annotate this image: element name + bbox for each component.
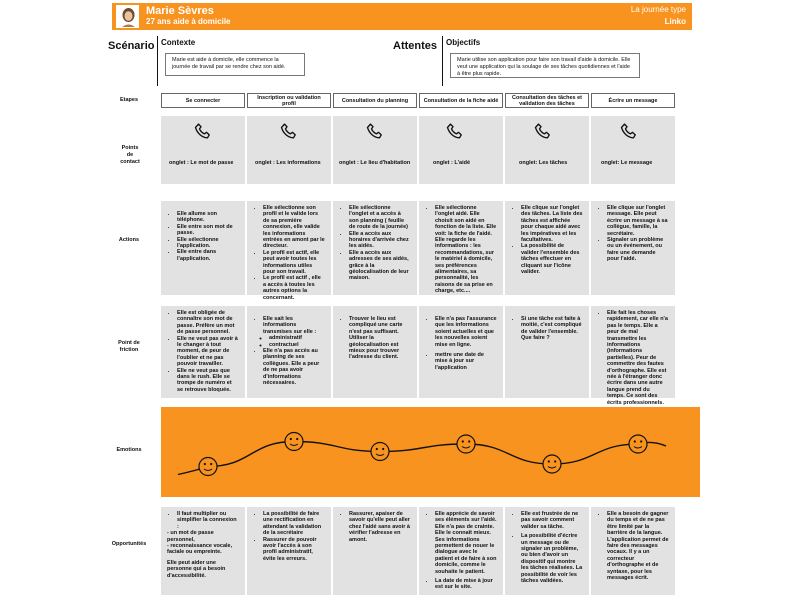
contact-label-5: onglet: Les tâches [519,160,568,166]
list-item: • Elle apprécie de savoir ses éléments sur l'aidé. Elle n'a pas de crainte. Elle le connaît mieux. Ses informations permettent de nouer le dialogue avec le patient et de faire à son domicile, comme le souhaite le patient. [435,511,497,575]
list-item: • Elle fait les choses rapidement, car elle n'a pas le temps. Elle a peur de mal transmettre les informations (informations partielles). Peur de commettre des fautes d'orthographe. Elle est née à l'étranger donc écrire dans une autre langue prend du temps. Ce sont des écrits professionnels. [607,310,669,406]
smiley-icon [457,435,475,453]
scenario-title: Scénario [108,40,155,52]
persona-subtitle: 27 ans aide à domicile [146,17,231,26]
list-item: • La possibilité de faire une rectification en attendant la validation de la secrétaire [263,511,325,537]
list-item: - un mot de passe personnel, [167,530,214,543]
list-item: - reconnaissance vocale, faciale ou empreinte. [167,543,233,556]
actions-cell-2 [247,201,331,301]
opportunity-cell-6 [591,507,675,595]
contact-cell-4 [419,116,503,184]
expectations-title: Attentes [393,40,438,52]
smiley-icon [543,455,561,473]
row-label-contact: Points de contact [120,145,140,165]
stage-2: Inscription ou validation profil [247,93,331,108]
list-item: • Elle ne veut pas que dans le rush. Elle se trompe de numéro et se retrouve bloquée. [177,368,239,394]
list-item: • Elle sélectionne l'onglet aidé. Elle choisit son aidé en fonction de la liste. Elle voit: la fiche de l'aidé. Elle regarde les informations : les recommandations, sur le matériel à domicile, ses préférences alimentaires, sa personnalité, les raisons de sa prise en charge, etc.... [435,205,497,295]
row-label-opportunities: Opportunités [111,541,147,547]
list-item: • Elle a accès aux adresses de ses aidés, grâce à la géolocalisation de leur maison. [349,250,411,282]
list-item: • Elle sélectionne l'onglet et a accès à son planning ( feuille de route de la journée) [349,205,411,231]
list-item: • Signaler un problème ou un événement, ou faire une demande pour l'aidé. [607,237,669,263]
phone-icon [531,120,555,144]
contact-label-4: onglet : L'aidé [433,160,471,166]
stage-3: Consultation du planning [333,93,417,108]
friction-cell-2 [247,306,331,398]
list-item: ◦ administratif [269,335,325,341]
phone-icon [443,120,467,144]
actions-cell-3 [333,201,417,295]
list-item: • Elle allume son téléphone. [177,211,239,224]
persona-header [112,3,692,30]
list-item: • Elle clique sur l'onglet des tâches. La liste des tâches est affichée pour chaque aidé avec les impératives et les facultatives. [521,205,583,243]
list-item: • Le profil est actif , elle a accès à toutes les autres options la concernant. [263,275,325,301]
phone-icon [363,120,387,144]
smiley-icon [629,435,647,453]
actions-cell-4 [419,201,503,295]
contact-label-1: onglet : Le mot de passe [169,160,234,166]
phone-icon [277,120,301,144]
list-item: • Rassurer, apaiser de savoir qu'elle peut aller chez l'aidé sans avoir à vérifier l'adresse en amont. [349,511,411,543]
list-item: • Elle ne veut pas avoir à le changer à tout moment, de peur de l'oublier et ne pas pouvoir travailler. [177,336,239,368]
list-item: • Trouver le lieu est compliqué une carte n'est pas suffisant. Utiliser la géolocalisation est mieux pour trouver l'adresse du client. [349,316,411,361]
list-item: • Elle est obligée de connaître son mot de passe. Préfère un mot de passe personnel. [177,310,239,336]
list-item: • Elle sait les informations transmises sur elle : [263,316,325,335]
list-item: • Rassurer de pouvoir avoir l'accès à son profil administratif, évite les erreurs. [263,537,325,563]
scenario-divider [157,36,158,86]
stage-5: Consultation des tâches et validation des tâches [505,93,589,108]
list-item: • mettre une date de mise à jour sur l'application [435,352,497,371]
context-box: Marie est aide à domicile, elle commence la journée de travail par se rendre chez son aidé. [165,53,305,76]
friction-cell-3 [333,306,417,398]
list-item: • Si une tâche est faite à moitié, c'est compliqué de valider l'ensemble. Que faire ? [521,316,583,342]
friction-cell-1 [161,306,245,398]
row-label-actions: Actions [118,237,140,243]
phone-icon [191,120,215,144]
friction-cell-6 [591,306,675,406]
row-label-emotions: Emotions [116,447,142,453]
objective-title: Objectifs [446,38,481,47]
list-item: • Elle a accès aux horaires d'arrivée chez les aidés. [349,231,411,250]
phone-icon [617,120,641,144]
contact-label-2: onglet : Les informations [255,160,321,166]
list-item: ◦ contractuel [269,342,325,348]
opportunity-cell-2 [247,507,331,595]
list-item: Elle peut aider une personne qui a besoin d'accessibilité. [167,559,226,579]
actions-cell-1 [161,201,245,295]
contact-cell-6 [591,116,675,184]
avatar [116,5,139,28]
app-name: Linko [664,17,686,26]
contact-cell-5 [505,116,589,184]
contact-label-3: onglet : Le lieu d'habitation [339,160,411,166]
row-label-friction: Point de friction [118,340,140,353]
stage-4: Consultation de la fiche aidé [419,93,503,108]
list-item: • Elle a besoin de gagner du temps et de ne pas être limité par la barrière de la langue. L'application permet de faire des messages vocaux. Il y a un correcteur d'orthographe et de syntaxe, pour les messages écrit. [607,511,669,581]
emotion-curve-line [178,442,666,475]
contact-cell-2 [247,116,331,184]
objective-box: Marie utilise son application pour faire son travail d'aide à domicile. Elle veut une application qui la soulage de ses tâches quotidiennes et l'aide à être plus rapide. [450,53,640,78]
contact-cell-1 [161,116,245,184]
list-item: • Elle sélectionne son profil et le valide lors de sa première connexion, elle valide les informations entrées en amont par le directeur. [263,205,325,250]
context-title: Contexte [161,38,196,47]
journey-label: La journée type [630,5,686,14]
smiley-icon [285,433,303,451]
opportunity-cell-4 [419,507,503,595]
opportunity-cell-3 [333,507,417,595]
actions-cell-5 [505,201,589,295]
list-item: • Le profil est actif, elle peut avoir toutes les informations utiles pour son travail. [263,250,325,276]
smiley-icon [199,458,217,476]
list-item: • La possibilité de valider l'ensemble des tâches effectuer en cliquant sur l'icône valider. [521,243,583,275]
list-item: • La date de mise à jour est sur le site. [435,578,497,591]
contact-label-6: onglet: Le message [601,160,653,166]
emotion-curve-chart [161,407,700,497]
stage-6: Écrire un message [591,93,675,108]
friction-cell-4 [419,306,503,398]
list-item: • Elle clique sur l'onglet message. Elle peut écrire un message à sa collègue, famille, la secrétaire. [607,205,669,237]
list-item: • Elle n'a pas accès au planning de ses collègues. Elle a peur de ne pas avoir d'informations nécessaires. [263,348,325,386]
row-label-stages: Etapes [119,97,139,103]
list-item: • Elle est frustrée de ne pas savoir comment valider sa tâche. [521,511,583,530]
opportunity-cell-1 [161,507,245,595]
opportunity-cell-5 [505,507,589,595]
list-item: • Elle entre dans l'application. [177,249,239,262]
list-item: • Elle sélectionne l'application. [177,237,239,250]
actions-cell-6 [591,201,675,295]
list-item: • La possibilité d'écrire un message ou de signaler un problème, ou bien d'avoir un dispositif qui montre les tâches réalisées. La possibilité de voir les tâches validées. [521,533,583,584]
expectations-divider [442,36,443,86]
list-item: • Elle entre son mot de passe. [177,224,239,237]
friction-cell-5 [505,306,589,398]
emotions-band [161,407,700,497]
contact-cell-3 [333,116,417,184]
persona-name: Marie Sèvres [146,5,214,17]
list-item: • Il faut multiplier ou simplifier la connexion : [177,511,239,530]
list-item: • Elle n'a pas l'assurance que les informations soient actuelles et que les nouvelles soient mise en ligne. [435,316,497,348]
stage-1: Se connecter [161,93,245,108]
smiley-icon [371,443,389,461]
